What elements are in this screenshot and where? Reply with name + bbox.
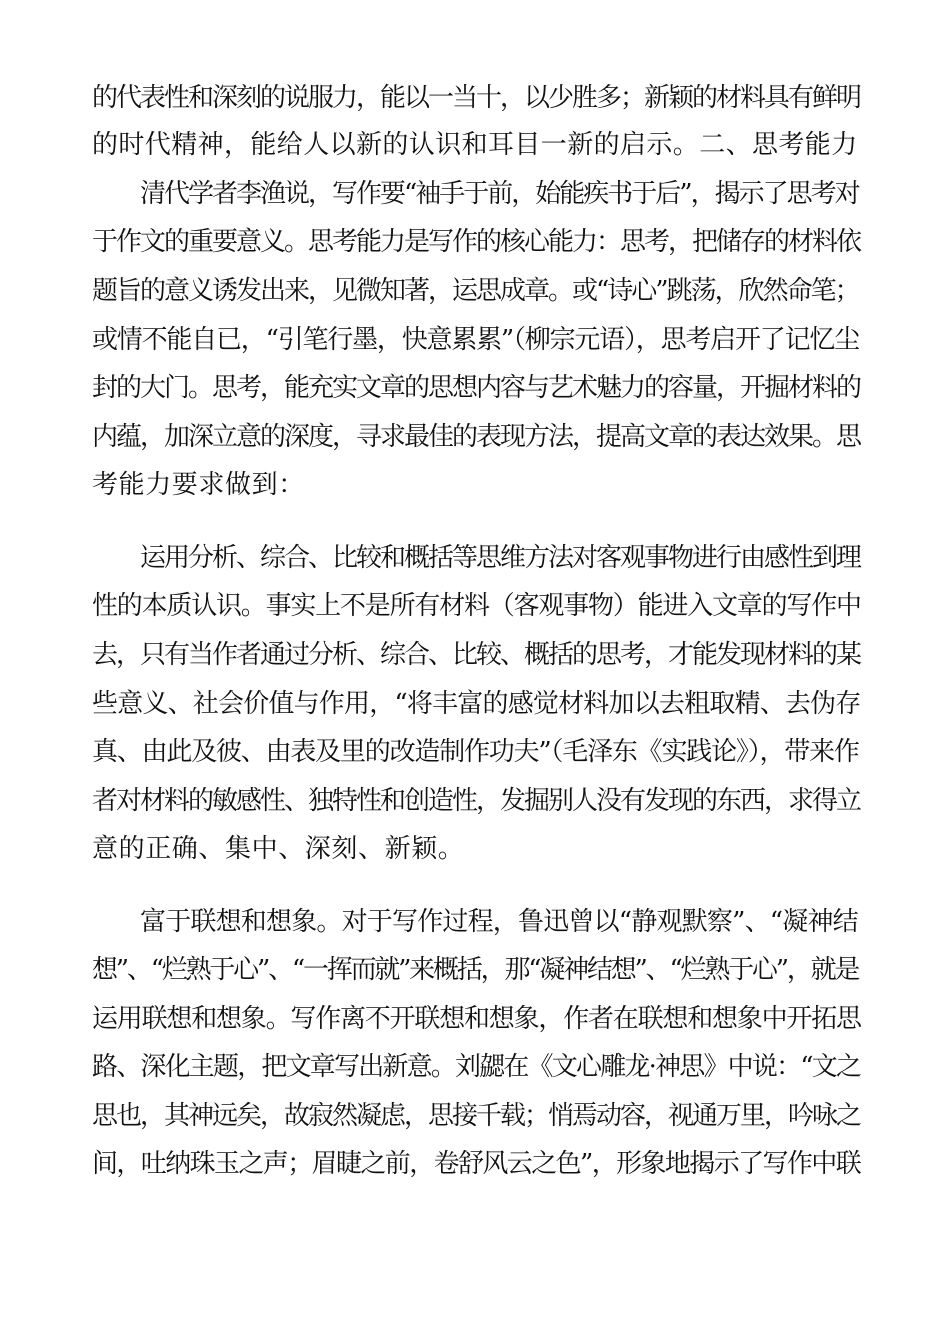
text-line-12: 去，只有当作者通过分析、综合、比较、概括的思考，才能发现材料的某 — [92, 640, 861, 670]
text-line-6: 或情不能自已，“引笔行墨，快意累累”（柳宗元语），思考启开了记忆尘 — [92, 325, 859, 355]
text-line-11: 性的本质认识。事实上不是所有材料（客观事物）能进入文章的写作中 — [92, 591, 861, 621]
text-line-8: 内蕴，加深立意的深度，寻求最佳的表现方法，提高文章的表达效果。思 — [92, 422, 861, 452]
text-line-16: 意的正确、集中、深刻、新颖。 — [92, 834, 465, 864]
text-line-21: 思也，其神远矣，故寂然凝虑，思接千载；悄焉动容，视通万里，吟咏之 — [92, 1101, 861, 1131]
text-line-3: 清代学者李渔说，写作要“袖手于前，始能疾书于后”，揭示了思考对 — [140, 179, 859, 209]
text-line-1: 的代表性和深刻的说服力，能以一当十，以少胜多；新颖的材料具有鲜明 — [92, 83, 861, 113]
text-line-20: 路、深化主题，把文章写出新意。刘勰在《文心雕龙·神思》中说：“文之 — [92, 1052, 861, 1082]
text-line-10: 运用分析、综合、比较和概括等思维方法对客观事物进行由感性到理 — [140, 543, 861, 573]
text-line-5: 题旨的意义诱发出来，见微知著，运思成章。或“诗心”跳荡，欣然命笔； — [92, 276, 859, 306]
text-line-7: 封的大门。思考，能充实文章的思想内容与艺术魅力的容量，开掘材料的 — [92, 373, 861, 403]
text-line-19: 运用联想和想象。写作离不开联想和想象，作者在联想和想象中开拓思 — [92, 1004, 861, 1034]
text-line-22: 间，吐纳珠玉之声；眉睫之前，卷舒风云之色”，形象地揭示了写作中联 — [92, 1149, 861, 1179]
text-line-4: 于作文的重要意义。思考能力是写作的核心能力：思考，把储存的材料依 — [92, 227, 861, 257]
text-line-17: 富于联想和想象。对于写作过程，鲁迅曾以“静观默察”、“凝神结 — [140, 907, 858, 937]
text-line-9: 考能力要求做到： — [92, 470, 305, 500]
text-line-15: 者对材料的敏感性、独特性和创造性，发掘别人没有发现的东西，求得立 — [92, 786, 861, 816]
text-line-2: 的时代精神，能给人以新的认识和耳目一新的启示。二、思考能力 — [92, 130, 858, 160]
text-line-14: 真、由此及彼、由表及里的改造制作功夫”（毛泽东《实践论》），带来作 — [92, 737, 859, 767]
text-line-18: 想”、“烂熟于心”、“一挥而就”来概括，那“凝神结想”、“烂熟于心”，就是 — [92, 955, 859, 985]
text-line-13: 些意义、社会价值与作用，“将丰富的感觉材料加以去粗取精、去伪存 — [92, 689, 861, 719]
